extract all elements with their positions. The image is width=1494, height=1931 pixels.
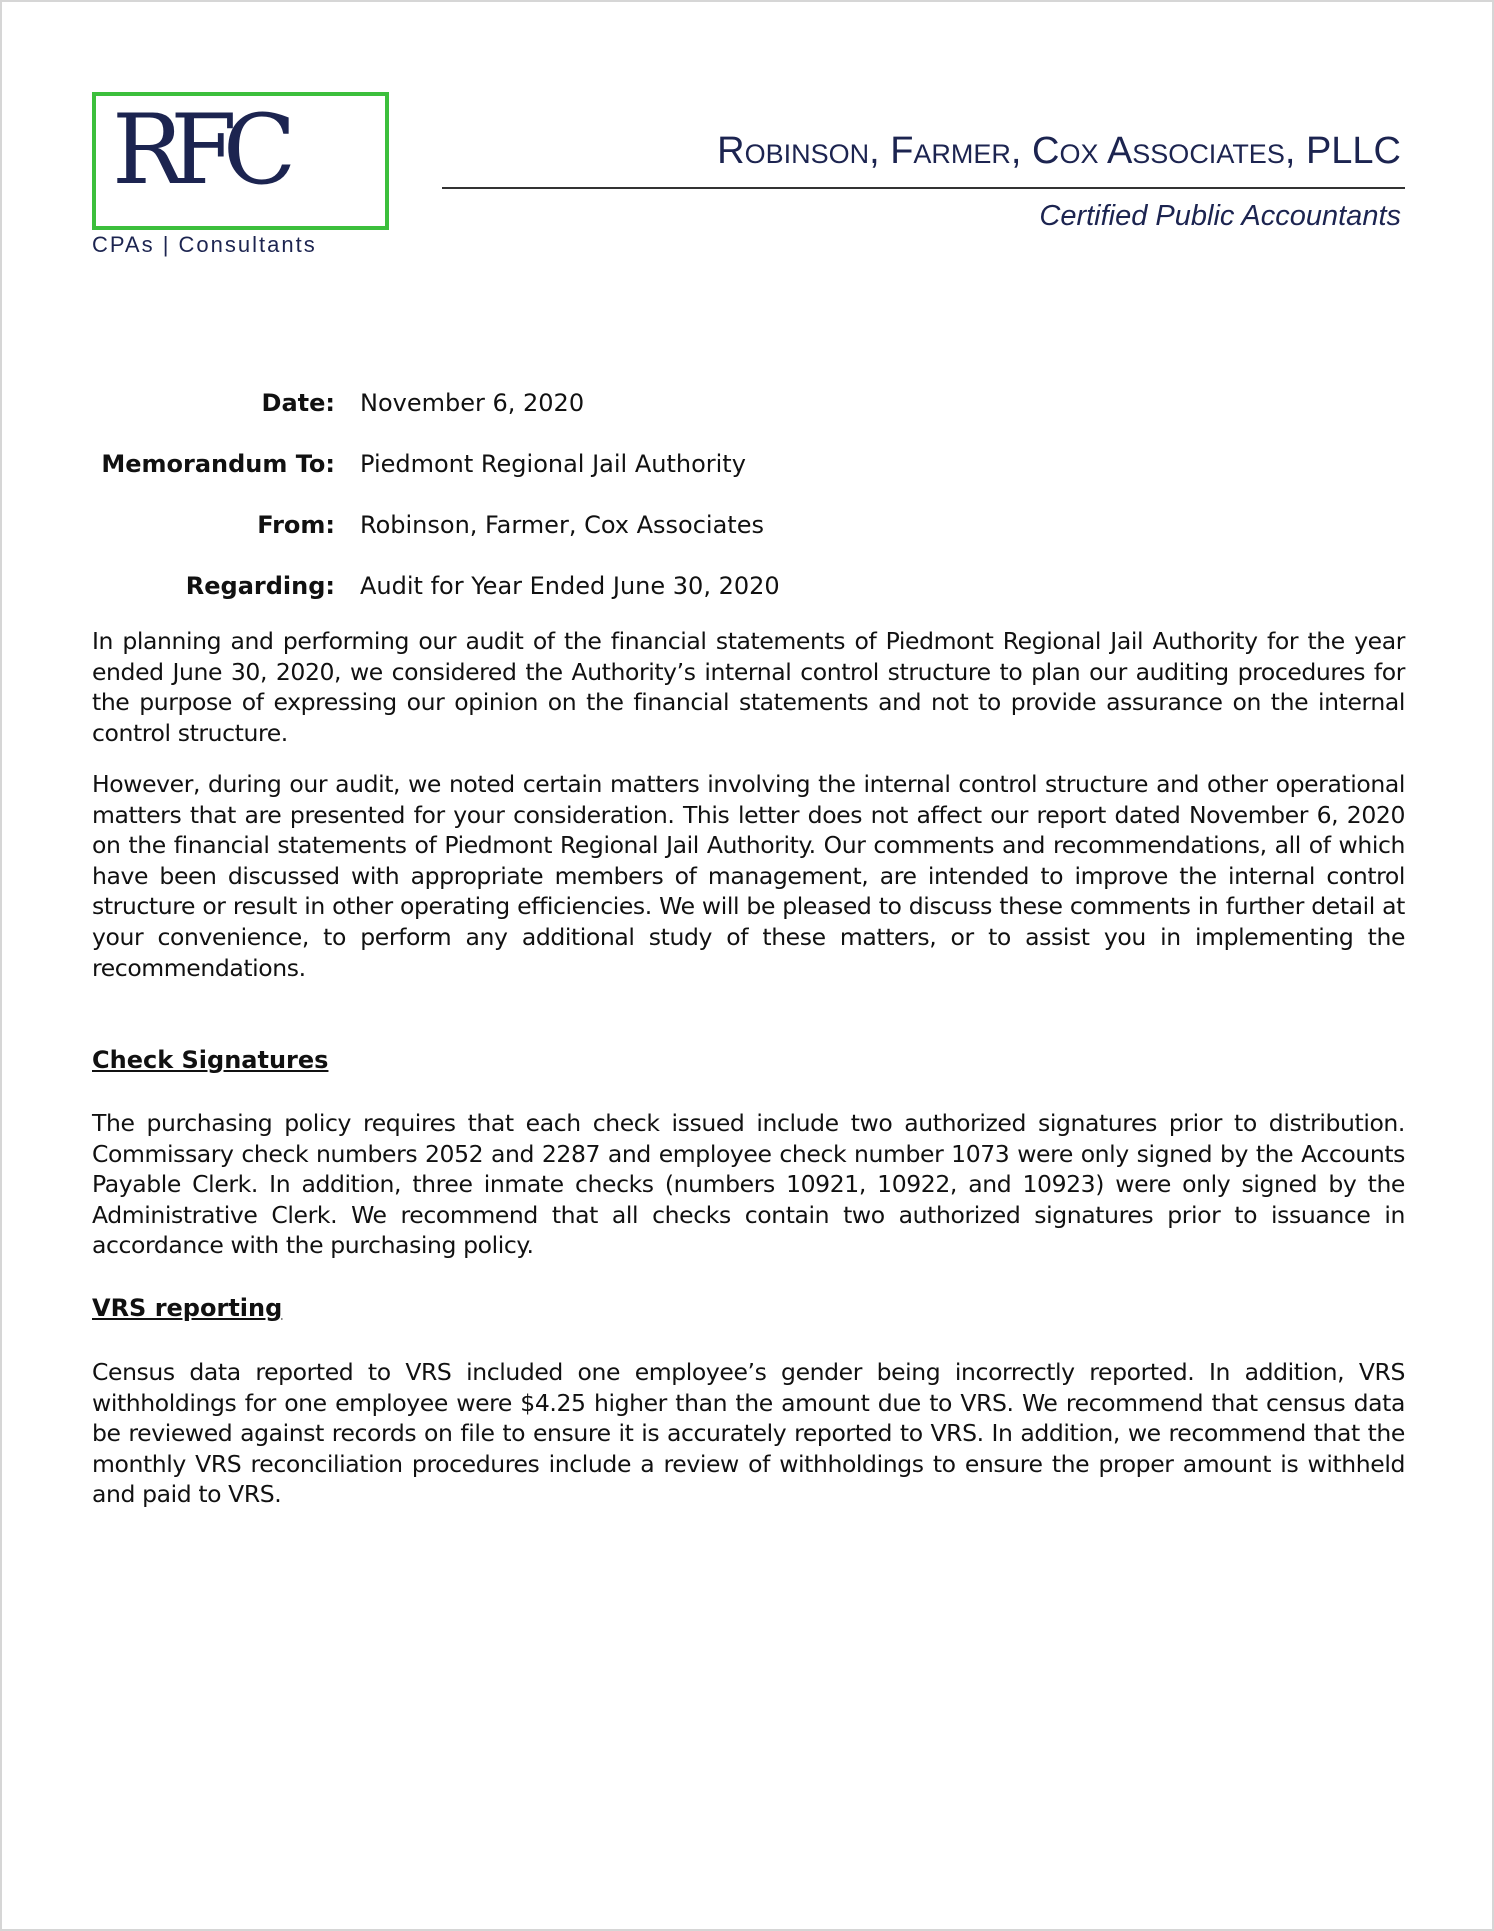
- vrs-reporting-paragraph: Census data reported to VRS included one employee’s gender being incorrectly reported. In addition, VRS withholdings for one employee were $4.25 higher than the amount due to VRS. We recommend that census data be reviewed against records on file to ensure it is accurately reported to VRS. In addition, we recommend that the monthly VRS reconciliation procedures include a review of withholdings to ensure the proper amount is withheld and paid to VRS.: [92, 1358, 1405, 1509]
- logo-mark: RFC: [112, 102, 292, 198]
- firm-tagline: Certified Public Accountants: [1039, 200, 1401, 232]
- memo-label: From:: [257, 511, 335, 539]
- memo-value: November 6, 2020: [360, 389, 585, 417]
- section-heading-vrs-reporting: VRS reporting: [92, 1294, 283, 1322]
- firm-name: Robinson, Farmer, Cox Associates, PLLC: [717, 130, 1401, 172]
- header-rule: [442, 187, 1405, 189]
- memo-label: Date:: [261, 389, 335, 417]
- memo-value: Robinson, Farmer, Cox Associates: [360, 511, 764, 539]
- memo-value: Piedmont Regional Jail Authority: [360, 450, 746, 478]
- however-paragraph: However, during our audit, we noted certain matters involving the internal control structure and other operational matters that are presented for your consideration. This letter does not affect our report dated November 6, 2020 on the financial statements of Piedmont Regional Jail Authority. Our comments and recommendations, all of which have been discussed with appropriate members of management, are intended to improve the internal control structure or result in other operating efficiencies. We will be pleased to discuss these comments in further detail at your convenience, to perform any additional study of these matters, or to assist you in implementing the recommendations.: [92, 770, 1405, 982]
- logo-subtitle: CPAs | Consultants: [92, 232, 317, 257]
- check-signatures-paragraph: The purchasing policy requires that each check issued include two authorized signatures prior to distribution. Commissary check numbers 2052 and 2287 and employee check number 1073 were only signed by the Accounts Payable Clerk. In addition, three inmate checks (numbers 10921, 10922, and 10923) were only signed by the Administrative Clerk. We recommend that all checks contain two authorized signatures prior to issuance in accordance with the purchasing policy.: [92, 1109, 1405, 1260]
- intro-paragraph: In planning and performing our audit of the financial statements of Piedmont Regional Jail Authority for the year ended June 30, 2020, we considered the Authority’s internal control structure to plan our auditing procedures for the purpose of expressing our opinion on the financial statements and not to provide assurance on the internal control structure.: [92, 627, 1405, 747]
- memo-value: Audit for Year Ended June 30, 2020: [360, 572, 780, 600]
- memo-label: Regarding:: [185, 572, 335, 600]
- section-heading-check-signatures: Check Signatures: [92, 1046, 329, 1074]
- rfc-logo: [92, 92, 387, 262]
- memo-label: Memorandum To:: [101, 450, 335, 478]
